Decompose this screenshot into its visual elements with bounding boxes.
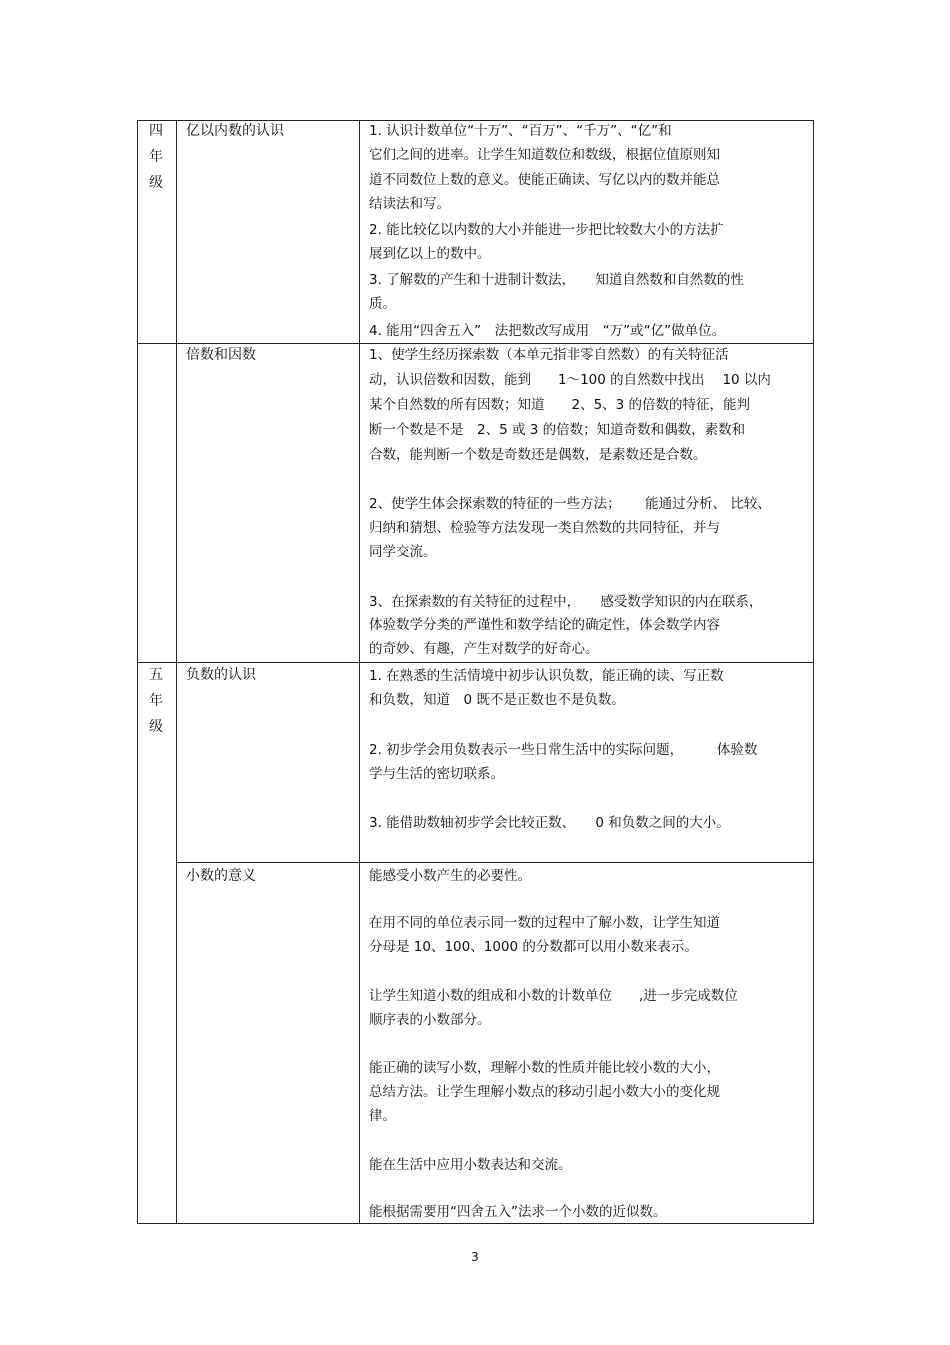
topic-title: 小数的意义 <box>186 868 256 884</box>
goal-line: 总结方法。让学生理解小数点的移动引起小数大小的变化规 <box>369 1084 720 1100</box>
grade-label <box>140 662 172 740</box>
topic-title: 倍数和因数 <box>186 347 256 363</box>
grade-label <box>140 118 172 196</box>
goal-line: 体验数学分类的严谨性和数学结论的确定性，体会数学内容 <box>369 617 720 633</box>
goal-line: 能正确的读写小数，理解小数的性质并能比较小数的大小， <box>369 1060 720 1076</box>
goal-line: 合数，能判断一个数是奇数还是偶数，是素数还是合数。 <box>369 447 707 463</box>
goal-line: 3. 了解数的产生和十进制计数法， 知道自然数和自然数的性 <box>369 272 744 288</box>
goal-line: 某个自然数的所有因数；知道 2、5、3 的倍数的特征，能判 <box>369 397 751 413</box>
table-border-left <box>137 120 138 1224</box>
grade-char: 级 <box>149 175 163 191</box>
page-number: 3 <box>471 1250 479 1264</box>
topic-title: 亿以内数的认识 <box>186 123 284 139</box>
table-border-bottom <box>137 1223 814 1224</box>
table-divider-grade <box>176 120 177 1224</box>
goal-line: 动，认识倍数和因数，能到 1～100 的自然数中找出 10 以内 <box>369 372 771 388</box>
goal-line: 道不同数位上数的意义。使能正确读、写亿以内的数并能总 <box>369 172 720 188</box>
goal-line: 的奇妙、有趣，产生对数学的好奇心。 <box>369 641 599 657</box>
grade-char: 年 <box>149 149 163 165</box>
goal-line: 1. 在熟悉的生活情境中初步认识负数，能正确的读、写正数 <box>369 668 724 684</box>
grade-char: 年 <box>149 693 163 709</box>
goal-line: 和负数，知道 0 既不是正数也不是负数。 <box>369 692 625 708</box>
goal-line: 展到亿以上的数中。 <box>369 246 491 262</box>
row-divider <box>137 343 814 344</box>
goal-line: 让学生知道小数的组成和小数的计数单位 ,进一步完成数位 <box>369 988 738 1004</box>
goal-line: 2. 初步学会用负数表示一些日常生活中的实际问题， 体验数 <box>369 742 758 758</box>
goal-line: 在用不同的单位表示同一数的过程中了解小数，让学生知道 <box>369 915 720 931</box>
goal-line: 2、使学生体会探索数的特征的一些方法； 能通过分析、 比较、 <box>369 496 771 512</box>
goal-line: 质。 <box>369 296 396 312</box>
goal-line: 学与生活的密切联系。 <box>369 766 504 782</box>
table-border-right <box>813 120 814 1224</box>
goal-line: 同学交流。 <box>369 544 437 560</box>
goal-line: 1. 认识计数单位“十万”、“百万”、“千万”、“亿”和 <box>369 123 672 139</box>
goal-line: 4. 能用“四舍五入” 法把数改写成用 “万”或“亿”做单位。 <box>369 323 726 339</box>
goal-line: 归纳和猜想、检验等方法发现一类自然数的共同特征，并与 <box>369 520 720 536</box>
row-divider <box>176 862 814 863</box>
goal-line: 能在生活中应用小数表达和交流。 <box>369 1157 572 1173</box>
goal-line: 它们之间的进率。让学生知道数位和数级，根据位值原则知 <box>369 147 720 163</box>
goal-line: 能感受小数产生的必要性。 <box>369 868 531 884</box>
goal-line: 1、使学生经历探索数（本单元指非零自然数）的有关特征活 <box>369 347 729 363</box>
goal-line: 能根据需要用“四舍五入”法求一个小数的近似数。 <box>369 1204 667 1220</box>
table-divider-topic <box>359 120 360 1224</box>
grade-char: 五 <box>149 667 163 683</box>
goal-line: 顺序表的小数部分。 <box>369 1012 491 1028</box>
grade-char: 级 <box>149 719 163 735</box>
goal-line: 断一个数是不是 2、5 或 3 的倍数；知道奇数和偶数，素数和 <box>369 422 746 438</box>
grade-char: 四 <box>149 123 163 139</box>
goal-line: 2. 能比较亿以内数的大小并能进一步把比较数大小的方法扩 <box>369 222 724 238</box>
goal-line: 律。 <box>369 1108 396 1124</box>
goal-line: 3、在探索数的有关特征的过程中， 感受数学知识的内在联系， <box>369 594 763 610</box>
goal-line: 3. 能借助数轴初步学会比较正数、 0 和负数之间的大小。 <box>369 815 730 831</box>
topic-title: 负数的认识 <box>186 667 256 683</box>
goal-line: 结读法和写。 <box>369 196 450 212</box>
goal-line: 分母是 10、100、1000 的分数都可以用小数来表示。 <box>369 939 698 955</box>
row-divider <box>137 662 814 663</box>
